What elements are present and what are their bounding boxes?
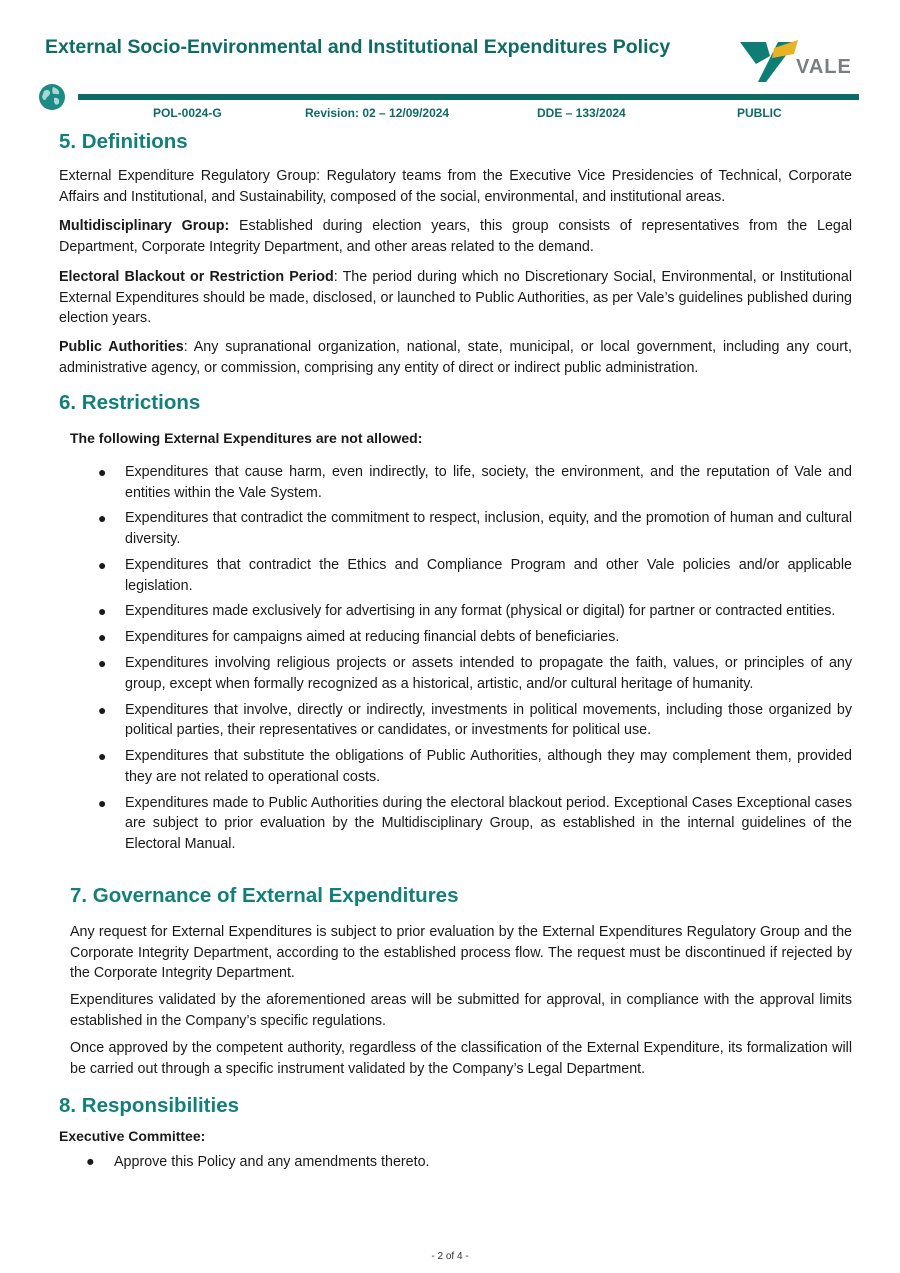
bullet-icon: ●	[98, 556, 107, 573]
definition-term: Multidisciplinary Group:	[59, 218, 230, 234]
bullet-icon: ●	[98, 748, 107, 765]
list-item-text: Expenditures that contradict the commitment to respect, inclusion, equity, and the promotion of human and cultural diversity.	[125, 510, 852, 548]
bullet-icon: ●	[98, 794, 107, 811]
list-item-text: Expenditures for campaigns aimed at reducing financial debts of beneficiaries.	[125, 629, 620, 646]
definition-text: Established during election years, this group consists of representatives from the Legal Department, Corporate Integrity Department, and other areas related to the demand.	[59, 218, 852, 255]
section-heading-governance: 7. Governance of External Expenditures	[70, 884, 459, 907]
list-item-text: Approve this Policy and any amendments thereto.	[114, 1154, 430, 1170]
bullet-icon: ●	[86, 1154, 95, 1170]
list-item	[70, 601, 852, 622]
page-number: - 2 of 4 -	[431, 1251, 469, 1262]
list-item-text: Expenditures that substitute the obligations of Public Authorities, although they may complement them, provided they are not related to operational costs.	[125, 748, 852, 785]
definition-text: External Expenditure Regulatory Group: Regulatory teams from the Executive Vice Presidencies of Technical, Corporate Affairs and Institutional, and Sustainability, composed of the social, environmental, and institutional areas.	[59, 168, 852, 205]
list-item	[70, 746, 852, 787]
list-item-text: Expenditures made exclusively for advertising in any format (physical or digital) for partner or contracted entities.	[125, 603, 836, 620]
definition-paragraph	[59, 166, 852, 207]
definition-paragraph	[59, 337, 852, 378]
bullet-icon: ●	[98, 655, 107, 672]
header-rule	[78, 94, 859, 100]
list-item	[70, 508, 852, 549]
document-dde: DDE – 133/2024	[537, 106, 626, 120]
responsibilities-subheading: Executive Committee:	[59, 1128, 206, 1144]
definition-paragraph	[59, 267, 852, 329]
bullet-icon: ●	[98, 510, 107, 527]
globe-icon	[38, 83, 66, 111]
list-item-text: Expenditures that contradict the Ethics and Compliance Program and other Vale policies and/or applicable legislation.	[125, 556, 852, 594]
section-heading-restrictions: 6. Restrictions	[59, 391, 201, 414]
governance-paragraph: Once approved by the competent authority, regardless of the classification of the External Expenditure, its formalization will be carried out through a specific instrument validated by the Company’s Legal Department.	[70, 1040, 852, 1077]
list-item	[70, 700, 852, 741]
bullet-icon: ●	[98, 464, 107, 480]
list-item-text: Expenditures that involve, directly or indirectly, investments in political movements, including those organized by political parties, their representatives or candidates, or investments for political use.	[125, 701, 852, 739]
document-code: POL-0024-G	[153, 106, 222, 120]
list-item-text: Expenditures involving religious projects or assets intended to propagate the faith, values, or principles of any group, except when formally recognized as a historical, artistic, and/or cultural heritage of humanity.	[125, 655, 852, 692]
definition-term: Public Authorities	[59, 339, 184, 355]
restrictions-intro: The following External Expenditures are not allowed:	[70, 430, 423, 446]
bullet-icon: ●	[98, 701, 107, 718]
document-classification: PUBLIC	[737, 106, 782, 120]
definition-term: Electoral Blackout or Restriction Period	[59, 269, 334, 285]
list-item	[70, 462, 852, 503]
governance-paragraph: Any request for External Expenditures is subject to prior evaluation by the External Expenditures Regulatory Group and the Corporate Integrity Department, according to the established process flow. The request must be discontinued if rejected by the Corporate Integrity Department.	[70, 924, 852, 982]
list-item	[70, 627, 852, 648]
bullet-icon: ●	[98, 603, 107, 620]
vale-logo-text: VALE	[796, 56, 852, 78]
definition-text: : The period during which no Discretionary Social, Environmental, or Institutional External Expenditures should be made, disclosed, or launched to Public Authorities, as per Vale’s guidelines published during election years.	[59, 269, 852, 327]
governance-paragraph: Expenditures validated by the aforementioned areas will be submitted for approval, in compliance with the approval limits established in the Company’s specific regulations.	[70, 992, 852, 1029]
list-item-text: Expenditures that cause harm, even indirectly, to life, society, the environment, and the reputation of Vale and entities within the Vale System.	[125, 464, 852, 501]
bullet-icon: ●	[98, 629, 107, 646]
definition-paragraph	[59, 216, 852, 257]
list-item	[70, 793, 852, 855]
list-item	[70, 653, 852, 694]
document-title: External Socio-Environmental and Institutional Expenditures Policy	[45, 36, 671, 58]
section-heading-definitions: 5. Definitions	[59, 130, 188, 153]
list-item-text: Expenditures made to Public Authorities during the electoral blackout period. Exceptional Cases Exceptional cases are subject to prior evaluation by the Multidisciplinary Group, as established in the internal guidelines of the Electoral Manual.	[125, 794, 852, 852]
definition-text: : Any supranational organization, national, state, municipal, or local government, including any court, administrative agency, or commission, comprising any entity of direct or indirect public administration.	[59, 339, 852, 376]
section-heading-responsibilities: 8. Responsibilities	[59, 1094, 239, 1117]
document-revision: Revision: 02 – 12/09/2024	[305, 106, 450, 120]
restrictions-list	[70, 462, 852, 860]
list-item	[70, 555, 852, 596]
